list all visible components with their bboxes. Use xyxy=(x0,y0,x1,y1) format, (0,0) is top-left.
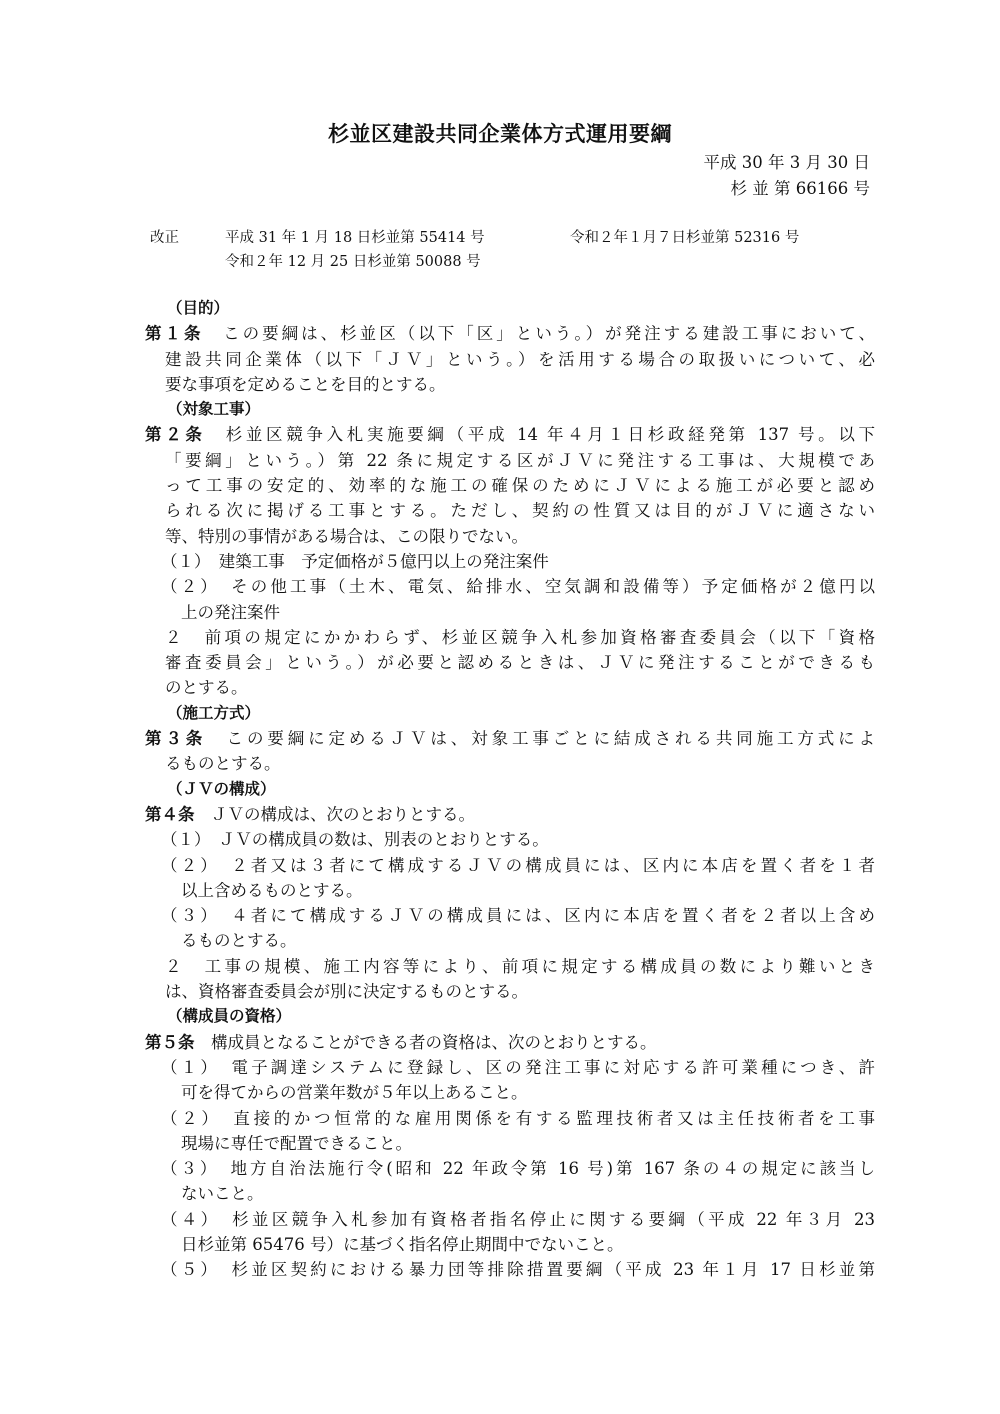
article-number: 第１条 xyxy=(145,324,204,344)
amendment-label: 改正 xyxy=(150,230,179,246)
amendment-entry: 令和２年１月７日杉並第 52316 号 xyxy=(570,230,800,246)
issue-date: 平成 30 年 3 月 30 日 xyxy=(703,153,870,172)
body-line: （１） 建築工事 予定価格が５億円以上の発注案件 xyxy=(161,551,549,571)
document-body xyxy=(145,296,875,1283)
body-line: 審査委員会」という。）が必要と認めるときは、ＪＶに発注することができるも xyxy=(165,653,875,673)
body-line: 可を得てからの営業年数が５年以上あること。 xyxy=(181,1083,528,1103)
article-text: ＪＶの構成は、次のとおりとする。 xyxy=(194,804,475,824)
body-line: （１） ＪＶの構成員の数は、別表のとおりとする。 xyxy=(161,830,549,850)
section-heading: （対象工事） xyxy=(167,400,261,419)
body-line: 上の発注案件 xyxy=(181,602,280,622)
section-heading: （ＪＶの構成） xyxy=(167,779,276,798)
body-line: 要な事項を定めることを目的とする。 xyxy=(165,374,446,394)
body-line: （３） 地方自治法施行令(昭和 22 年政令第 16 号)第 167 条の４の規定に該当し xyxy=(161,1159,875,1179)
body-line: のとする。 xyxy=(165,678,248,698)
article-number: 第４条 xyxy=(145,804,195,824)
article-number: 第３条 xyxy=(145,729,207,749)
article-line xyxy=(145,422,875,447)
body-line: ないこと。 xyxy=(181,1184,264,1204)
body-line: （２） 直接的かつ恒常的な雇用関係を有する監理技術者又は主任技術者を工事 xyxy=(161,1108,876,1128)
body-line: ２ 前項の規定にかかわらず、杉並区競争入札参加資格審査委員会（以下「資格 xyxy=(165,627,875,647)
body-line: られる次に掲げる工事とする。ただし、契約の性質又は目的がＪＶに適さない xyxy=(165,501,875,521)
amendment-entry: 令和２年 12 月 25 日杉並第 50088 号 xyxy=(225,254,481,270)
body-line: は、資格審査委員会が別に決定するものとする。 xyxy=(165,982,528,1002)
article-line xyxy=(145,802,875,827)
body-line: （４） 杉並区競争入札参加有資格者指名停止に関する要綱（平成 22 年３月 23 xyxy=(161,1209,875,1229)
article-line xyxy=(145,726,875,751)
body-line: （２） その他工事（土木、電気、給排水、空気調和設備等）予定価格が２億円以 xyxy=(161,577,875,597)
article-text: 杉並区競争入札実施要綱（平成 14 年４月１日杉政経発第 137 号。以下 xyxy=(205,425,876,445)
body-line: 日杉並第 65476 号）に基づく指名停止期間中でないこと。 xyxy=(181,1234,624,1254)
body-line: （１） 電子調達システムに登録し、区の発注工事に対応する許可業種につき、許 xyxy=(161,1057,875,1077)
article-text: この要綱に定めるＪＶは、対象工事ごとに結成される共同施工方式によ xyxy=(206,729,876,749)
body-line: （３） ４者にて構成するＪＶの構成員には、区内に本店を置く者を２者以上含め xyxy=(161,906,875,926)
section-heading: （目的） xyxy=(167,299,230,317)
article-number: 第２条 xyxy=(145,425,206,445)
issue-info xyxy=(704,150,870,202)
body-line: 以上含めるものとする。 xyxy=(181,880,363,900)
body-line: 現場に専任で配置できること。 xyxy=(181,1133,412,1153)
body-line: るものとする。 xyxy=(181,931,297,951)
issue-number: 杉 並 第 66166 号 xyxy=(730,179,870,198)
section-heading: （施工方式） xyxy=(167,703,261,722)
article-text: この要綱は、杉並区（以下「区」という。）が発注する建設工事において、 xyxy=(203,324,875,344)
article-number: 第５条 xyxy=(145,1032,195,1052)
body-line: って工事の安定的、効率的な施工の確保のためにＪＶによる施工が必要と認め xyxy=(165,476,875,496)
document-title: 杉並区建設共同企業体方式運用要綱 xyxy=(328,122,672,146)
body-line: （５） 杉並区契約における暴力団等排除措置要綱（平成 23 年１月 17 日杉並第 xyxy=(161,1260,875,1280)
body-line: るものとする。 xyxy=(165,754,281,774)
amendment-entry: 平成 31 年 1 月 18 日杉並第 55414 号 xyxy=(225,230,485,246)
article-line xyxy=(145,1030,875,1055)
article-line xyxy=(145,321,875,346)
body-line: 等、特別の事情がある場合は、この限りでない。 xyxy=(165,526,528,546)
section-heading: （構成員の資格） xyxy=(167,1007,292,1026)
body-line: （２） ２者又は３者にて構成するＪＶの構成員には、区内に本店を置く者を１者 xyxy=(161,855,875,875)
article-text: 構成員となることができる者の資格は、次のとおりとする。 xyxy=(194,1032,657,1052)
body-line: 建設共同企業体（以下「ＪＶ」という。）を活用する場合の取扱いについて、必 xyxy=(165,349,875,369)
body-line: 「要綱」という。）第 22 条に規定する区がＪＶに発注する工事は、大規模であ xyxy=(165,450,875,470)
body-line: ２ 工事の規模、施工内容等により、前項に規定する構成員の数により難いとき xyxy=(165,956,875,976)
